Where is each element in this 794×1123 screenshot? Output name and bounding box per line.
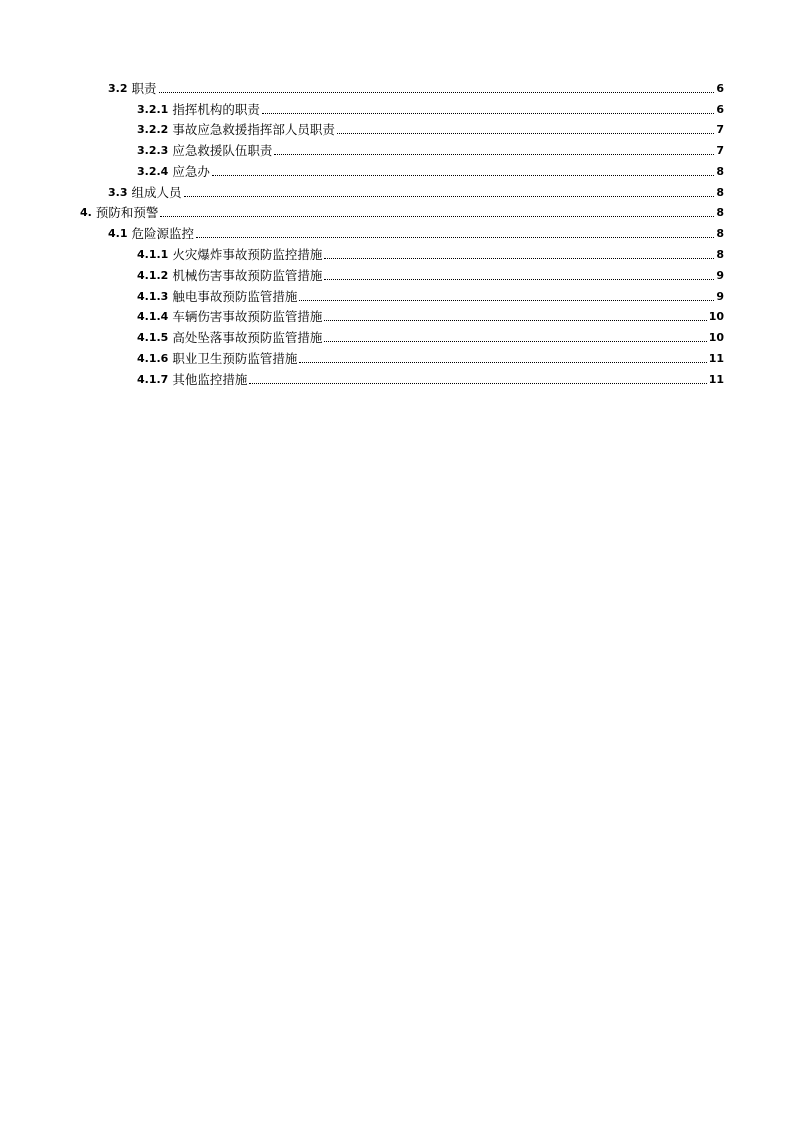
toc-leader-dots [299, 299, 714, 301]
toc-leader-dots [299, 361, 706, 363]
toc-title: 高处坠落事故预防监管措施 [172, 330, 323, 345]
toc-title: 指挥机构的职责 [172, 102, 260, 117]
toc-page-number: 8 [716, 227, 724, 240]
toc-number: 4.1.2 [137, 269, 169, 282]
toc-title: 应急办 [172, 164, 210, 179]
toc-entry[interactable] [137, 243, 724, 263]
toc-number: 3.2 [108, 82, 128, 95]
toc-number: 4.1.6 [137, 352, 169, 365]
toc-number: 4.1 [108, 227, 128, 240]
toc-title: 机械伤害事故预防监管措施 [172, 268, 323, 283]
toc-leader-dots [274, 153, 714, 155]
toc-title: 其他监控措施 [172, 372, 248, 387]
toc-title: 事故应急救援指挥部人员职责 [172, 122, 335, 137]
toc-number: 3.2.3 [137, 144, 169, 157]
toc-entry[interactable] [137, 285, 724, 305]
toc-page-number: 6 [716, 82, 724, 95]
toc-leader-dots [249, 382, 706, 384]
toc-entry[interactable] [137, 305, 724, 325]
toc-page-number: 8 [716, 186, 724, 199]
toc-number: 3.2.2 [137, 123, 169, 136]
toc-entry[interactable] [137, 118, 724, 138]
toc-page-number: 8 [716, 248, 724, 261]
toc-title: 组成人员 [131, 185, 182, 200]
toc-page-number: 8 [716, 165, 724, 178]
toc-leader-dots [262, 112, 715, 114]
toc-number: 4.1.3 [137, 290, 169, 303]
toc-page-number: 6 [716, 103, 724, 116]
toc-number: 3.2.4 [137, 165, 169, 178]
toc-number: 4.1.7 [137, 373, 169, 386]
toc-entry[interactable] [108, 222, 724, 242]
toc-leader-dots [212, 174, 715, 176]
toc-entry[interactable] [80, 201, 724, 221]
toc-number: 4.1.1 [137, 248, 169, 261]
toc-leader-dots [196, 236, 714, 238]
toc-page-number: 9 [716, 290, 724, 303]
toc-title: 预防和预警 [95, 205, 159, 220]
toc-leader-dots [184, 195, 715, 197]
toc-leader-dots [324, 278, 714, 280]
toc-page-number: 7 [716, 123, 724, 136]
toc-leader-dots [324, 340, 706, 342]
toc-number: 3.3 [108, 186, 128, 199]
toc-page-number: 7 [716, 144, 724, 157]
toc-title: 火灾爆炸事故预防监控措施 [172, 247, 323, 262]
toc-entry[interactable] [108, 181, 724, 201]
toc-number: 4. [80, 206, 92, 219]
toc-title: 触电事故预防监管措施 [172, 289, 298, 304]
toc-page-number: 11 [708, 352, 724, 365]
toc-leader-dots [160, 215, 714, 217]
toc-leader-dots [159, 91, 715, 93]
toc-number: 4.1.4 [137, 310, 169, 323]
toc-title: 职责 [131, 81, 157, 96]
toc-entry[interactable] [137, 326, 724, 346]
toc-entry[interactable] [137, 98, 724, 118]
toc-leader-dots [337, 132, 715, 134]
toc-entry[interactable] [137, 139, 724, 159]
toc-leader-dots [324, 257, 714, 259]
toc-title: 车辆伤害事故预防监管措施 [172, 309, 323, 324]
toc-page-number: 10 [708, 331, 724, 344]
toc-number: 4.1.5 [137, 331, 169, 344]
toc-number: 3.2.1 [137, 103, 169, 116]
toc-entry[interactable] [137, 264, 724, 284]
toc-entry[interactable] [108, 77, 724, 97]
toc-page-number: 11 [708, 373, 724, 386]
toc-title: 职业卫生预防监管措施 [172, 351, 298, 366]
toc-entry[interactable] [137, 368, 724, 388]
toc-title: 应急救援队伍职责 [172, 143, 273, 158]
toc-leader-dots [324, 319, 706, 321]
toc-page-number: 9 [716, 269, 724, 282]
toc-title: 危险源监控 [131, 226, 195, 241]
toc-page-number: 8 [716, 206, 724, 219]
toc-entry[interactable] [137, 160, 724, 180]
toc-page-number: 10 [708, 310, 724, 323]
toc-entry[interactable] [137, 347, 724, 367]
